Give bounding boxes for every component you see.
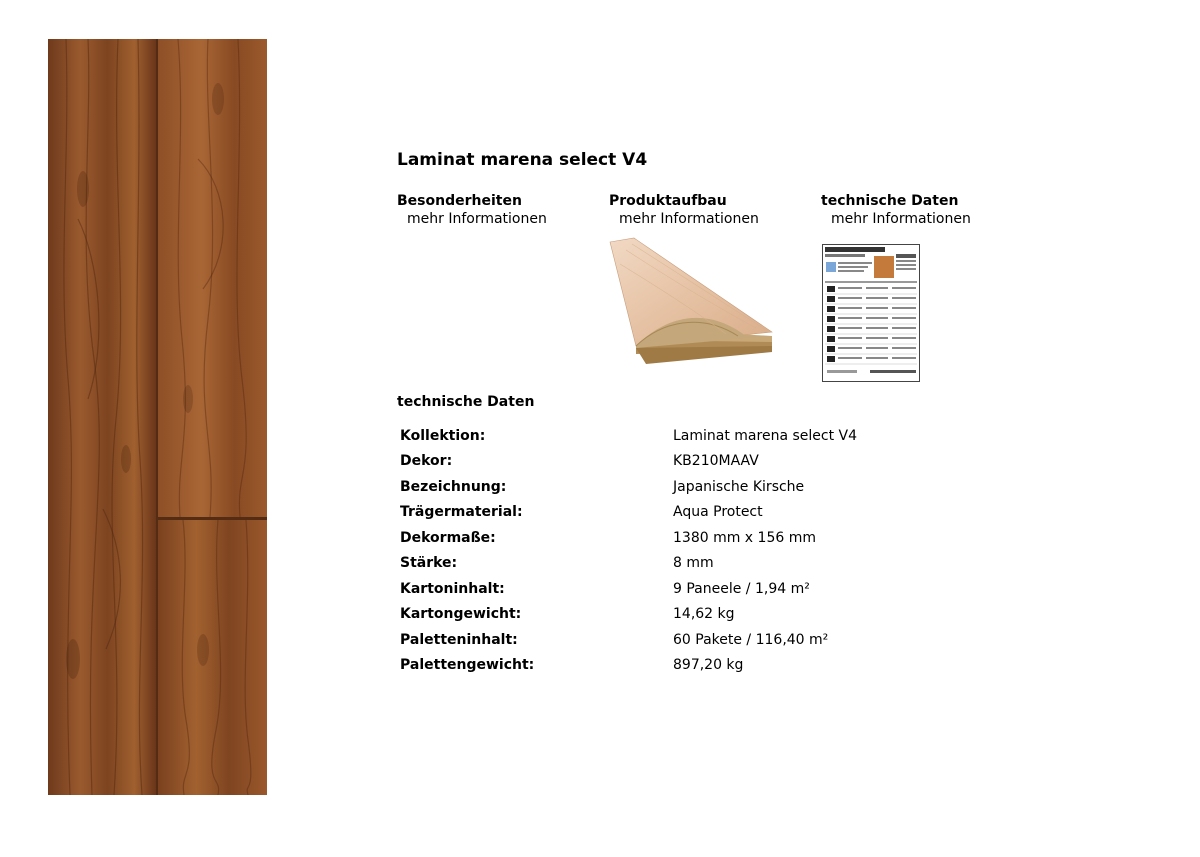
spec-label: Kollektion:: [400, 427, 486, 444]
table-row: [397, 551, 973, 577]
spec-value: 14,62 kg: [673, 606, 735, 623]
table-row: [397, 525, 973, 551]
wood-decor-swatch: [48, 39, 267, 795]
laminate-board-cross-section-image[interactable]: [606, 236, 776, 366]
spec-value: Aqua Protect: [673, 504, 763, 521]
spec-value: Laminat marena select V4: [673, 427, 858, 444]
wood-plank-right-bottom: [158, 520, 267, 795]
info-section-besonderheiten: [397, 192, 597, 228]
technical-datasheet-thumbnail[interactable]: [822, 244, 920, 382]
wood-plank-right-top: [158, 39, 267, 517]
spec-value: KB210MAAV: [673, 453, 759, 470]
wood-plank-left: [48, 39, 156, 795]
info-section-produktaufbau: [609, 192, 809, 228]
table-row: [397, 627, 973, 653]
plank-seam-vertical: [156, 39, 158, 795]
spec-label: Kartoninhalt:: [400, 580, 505, 597]
specs-section-title: technische Daten: [397, 394, 535, 410]
specs-table: [397, 423, 973, 678]
table-row: [397, 653, 973, 679]
spec-value: 897,20 kg: [673, 657, 744, 674]
info-section-technische-daten: [821, 192, 1021, 228]
page-title: Laminat marena select V4: [397, 150, 648, 170]
spec-label: Palettengewicht:: [400, 657, 535, 674]
spec-label: Dekor:: [400, 453, 453, 470]
table-row: [397, 576, 973, 602]
table-row: [397, 474, 973, 500]
spec-label: Paletteninhalt:: [400, 631, 518, 648]
table-row: [397, 449, 973, 475]
info-section-heading: Besonderheiten: [397, 193, 522, 209]
spec-label: Bezeichnung:: [400, 478, 507, 495]
info-section-heading: technische Daten: [821, 193, 959, 209]
spec-value: 60 Pakete / 116,40 m²: [673, 631, 829, 648]
spec-value: 1380 mm x 156 mm: [673, 529, 816, 546]
more-info-link[interactable]: mehr Informationen: [619, 211, 759, 227]
spec-label: Trägermaterial:: [400, 504, 523, 521]
spec-label: Kartongewicht:: [400, 606, 522, 623]
table-row: [397, 500, 973, 526]
spec-value: Japanische Kirsche: [673, 478, 805, 495]
more-info-link[interactable]: mehr Informationen: [407, 211, 547, 227]
spec-value: 8 mm: [673, 555, 714, 572]
info-section-heading: Produktaufbau: [609, 193, 727, 209]
more-info-link[interactable]: mehr Informationen: [831, 211, 971, 227]
spec-value: 9 Paneele / 1,94 m²: [673, 580, 810, 597]
spec-label: Stärke:: [400, 555, 458, 572]
plank-seam-horizontal: [158, 517, 267, 520]
table-row: [397, 602, 973, 628]
spec-label: Dekormaße:: [400, 529, 496, 546]
table-row: [397, 423, 973, 449]
